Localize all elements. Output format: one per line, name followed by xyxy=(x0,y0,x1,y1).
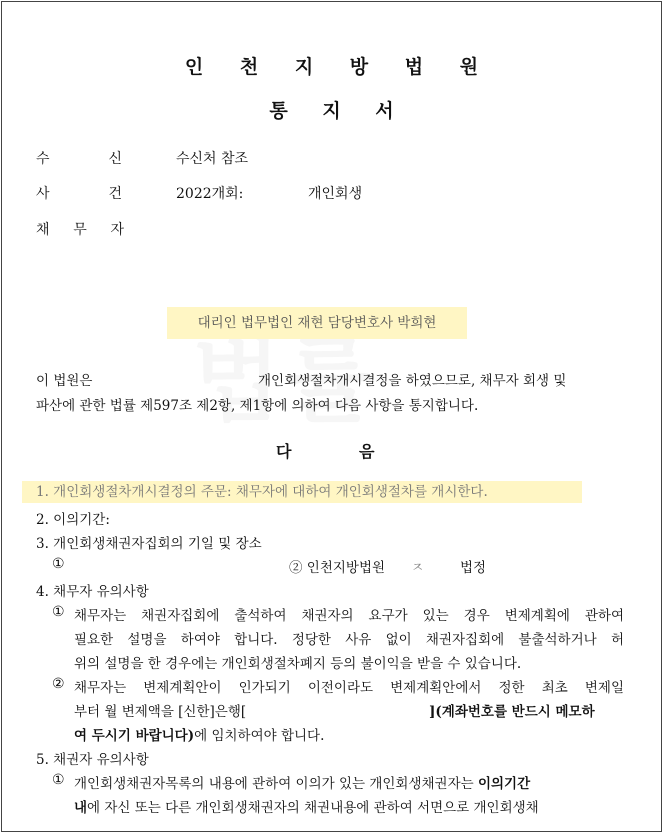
item-4-2-line-1: 채무자는 변제계획안이 인가되기 이전이라도 변제계획안에서 정한 최초 변제일 xyxy=(74,680,624,696)
item-3-meeting: 3. 개인회생채권자집회의 기일 및 장소 xyxy=(36,536,262,552)
item-4-1-line-1: 채무자는 채권자집회에 출석하여 채권자의 요구가 있는 경우 변제계획에 관하여 xyxy=(74,608,624,624)
section-heading-eum: 음 xyxy=(359,442,375,461)
item-3-sub-2-mark: ㅈ xyxy=(411,560,425,576)
case-type: 개인회생 xyxy=(308,186,363,202)
document-title: 통 지 서 xyxy=(269,100,408,122)
case-number: 2022개회: xyxy=(176,186,244,202)
section-heading-da: 다 xyxy=(276,442,292,461)
item-3-sub-2: ② 인천지방법원 xyxy=(289,560,386,576)
notice-document-page xyxy=(1,1,662,832)
item-1-order: 1. 개인회생절차개시결정의 주문: 채무자에 대하여 개인회생절차를 개시한다. xyxy=(22,481,582,503)
item-4-1-number: ① xyxy=(52,604,65,620)
item-4-1-line-3: 위의 설명을 한 경우에는 개인회생절차폐지 등의 불이익을 받을 수 있습니다. xyxy=(74,656,522,672)
debtor-label: 채 무 자 xyxy=(36,222,124,238)
recipient-label: 수 신 xyxy=(36,151,122,167)
intro-line-1: 이 법원은 개인회생절차개시결정을 하였으므로, 채무자 회생 및 xyxy=(36,373,567,389)
item-3-courtroom: 법정 xyxy=(460,560,487,576)
item-3-sub-1: ① xyxy=(52,556,65,572)
item-4-2-number: ② xyxy=(52,676,65,692)
intro-line-2: 파산에 관한 법률 제597조 제2항, 제1항에 의하여 다음 사항을 통지합니다. xyxy=(36,398,479,414)
court-name: 인 천 지 방 법 원 xyxy=(184,56,494,78)
item-4-2-line-3: 여 두시기 바랍니다)에 임치하여야 합니다. xyxy=(74,728,325,744)
item-2-objection-period: 2. 이의기간: xyxy=(36,512,110,528)
item-5-1-number: ① xyxy=(52,772,65,788)
recipient-value: 수신처 참조 xyxy=(176,151,249,167)
item-5-1-line-1: 개인회생채권자목록의 내용에 관하여 이의가 있는 개인회생채권자는 이의기간 xyxy=(74,776,531,792)
item-4-debtor-notes: 4. 채무자 유의사항 xyxy=(36,584,149,600)
item-4-2-line-2a: 부터 월 변제액을 [신한]은행[ xyxy=(74,704,247,720)
item-4-1-line-2: 필요한 설명을 하여야 합니다. 정당한 사유 없이 채권자집회에 불출석하거나 허 xyxy=(74,632,624,648)
item-4-2-line-2b: ](계좌번호를 반드시 메모하 xyxy=(429,704,595,720)
agent-line: 대리인 법무법인 재현 담당변호사 박희현 xyxy=(167,307,467,339)
case-label: 사 건 xyxy=(36,186,122,202)
item-5-1-line-2: 내에 자신 또는 다른 개인회생채권자의 채권내용에 관하여 서면으로 개인회생채 xyxy=(74,800,539,816)
item-5-creditor-notes: 5. 채권자 유의사항 xyxy=(36,752,149,768)
